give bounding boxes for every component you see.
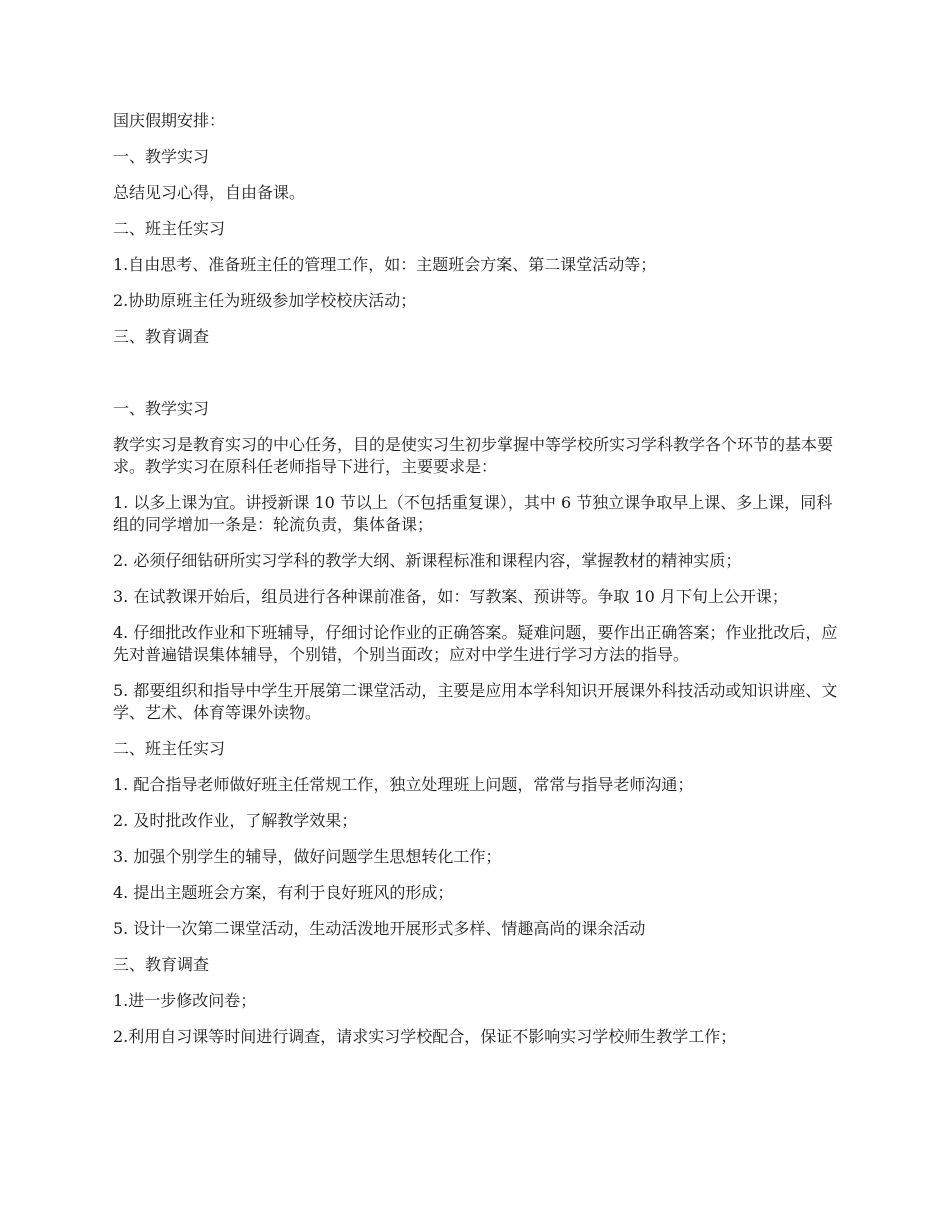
list-item: 2. 及时批改作业，了解教学效果； [113,811,358,830]
paragraph: 总结见习心得，自由备课。 [113,183,306,202]
paragraph: 教学实习是教育实习的中心任务，目的是使实习生初步掌握中等学校所实习学科教学各个环节的基本要求。教学实习在原科任老师指导下进行，主要要求是： [113,435,834,476]
list-item: 1.自由思考、准备班主任的管理工作，如：主题班会方案、第二课堂活动等； [113,255,657,274]
section-heading-education-survey: 三、教育调查 [113,955,210,974]
list-item: 1. 配合指导老师做好班主任常规工作，独立处理班上问题，常常与指导老师沟通； [113,775,694,794]
list-item: 5. 设计一次第二课堂活动，生动活泼地开展形式多样、情趣高尚的课余活动 [113,919,646,938]
list-item: 5. 都要组织和指导中学生开展第二课堂活动，主要是应用本学科知识开展课外科技活动或知识讲座、文学、艺术、体育等课外读物。 [113,681,838,722]
section-heading-teaching-practice: 一、教学实习 [113,147,210,166]
list-item: 2.协助原班主任为班级参加学校校庆活动； [113,291,417,310]
section-heading-head-teacher-practice: 二、班主任实习 [113,739,226,758]
list-item: 2. 必须仔细钻研所实习学科的教学大纲、新课程标准和课程内容，掌握教材的精神实质； [113,551,742,570]
section-heading-teaching-practice: 一、教学实习 [113,399,210,418]
list-item: 4. 仔细批改作业和下班辅导，仔细讨论作业的正确答案。疑难问题，要作出正确答案；作业批改后，应先对普遍错误集体辅导，个别错，个别当面改；应对中学生进行学习方法的指导。 [113,623,838,664]
list-item: 2.利用自习课等时间进行调查，请求实习学校配合，保证不影响实习学校师生教学工作； [113,1027,737,1046]
document-body [113,110,845,1062]
list-item: 4. 提出主题班会方案，有利于良好班风的形成； [113,883,454,902]
list-item: 1.进一步修改问卷； [113,991,257,1010]
list-item: 3. 加强个别学生的辅导，做好问题学生思想转化工作； [113,847,502,866]
blank-gap [113,362,845,398]
section-heading-head-teacher-practice: 二、班主任实习 [113,219,226,238]
section-heading-education-survey: 三、教育调查 [113,327,210,346]
list-item: 1. 以多上课为宜。讲授新课 10 节以上（不包括重复课），其中 6 节独立课争取早上课、多上课，同科组的同学增加一条是：轮流负责，集体备课； [113,493,833,534]
list-item: 3. 在试教课开始后，组员进行各种课前准备，如：写教案、预讲等。争取 10 月下旬上公开课； [113,587,788,606]
holiday-title: 国庆假期安排： [113,111,226,130]
